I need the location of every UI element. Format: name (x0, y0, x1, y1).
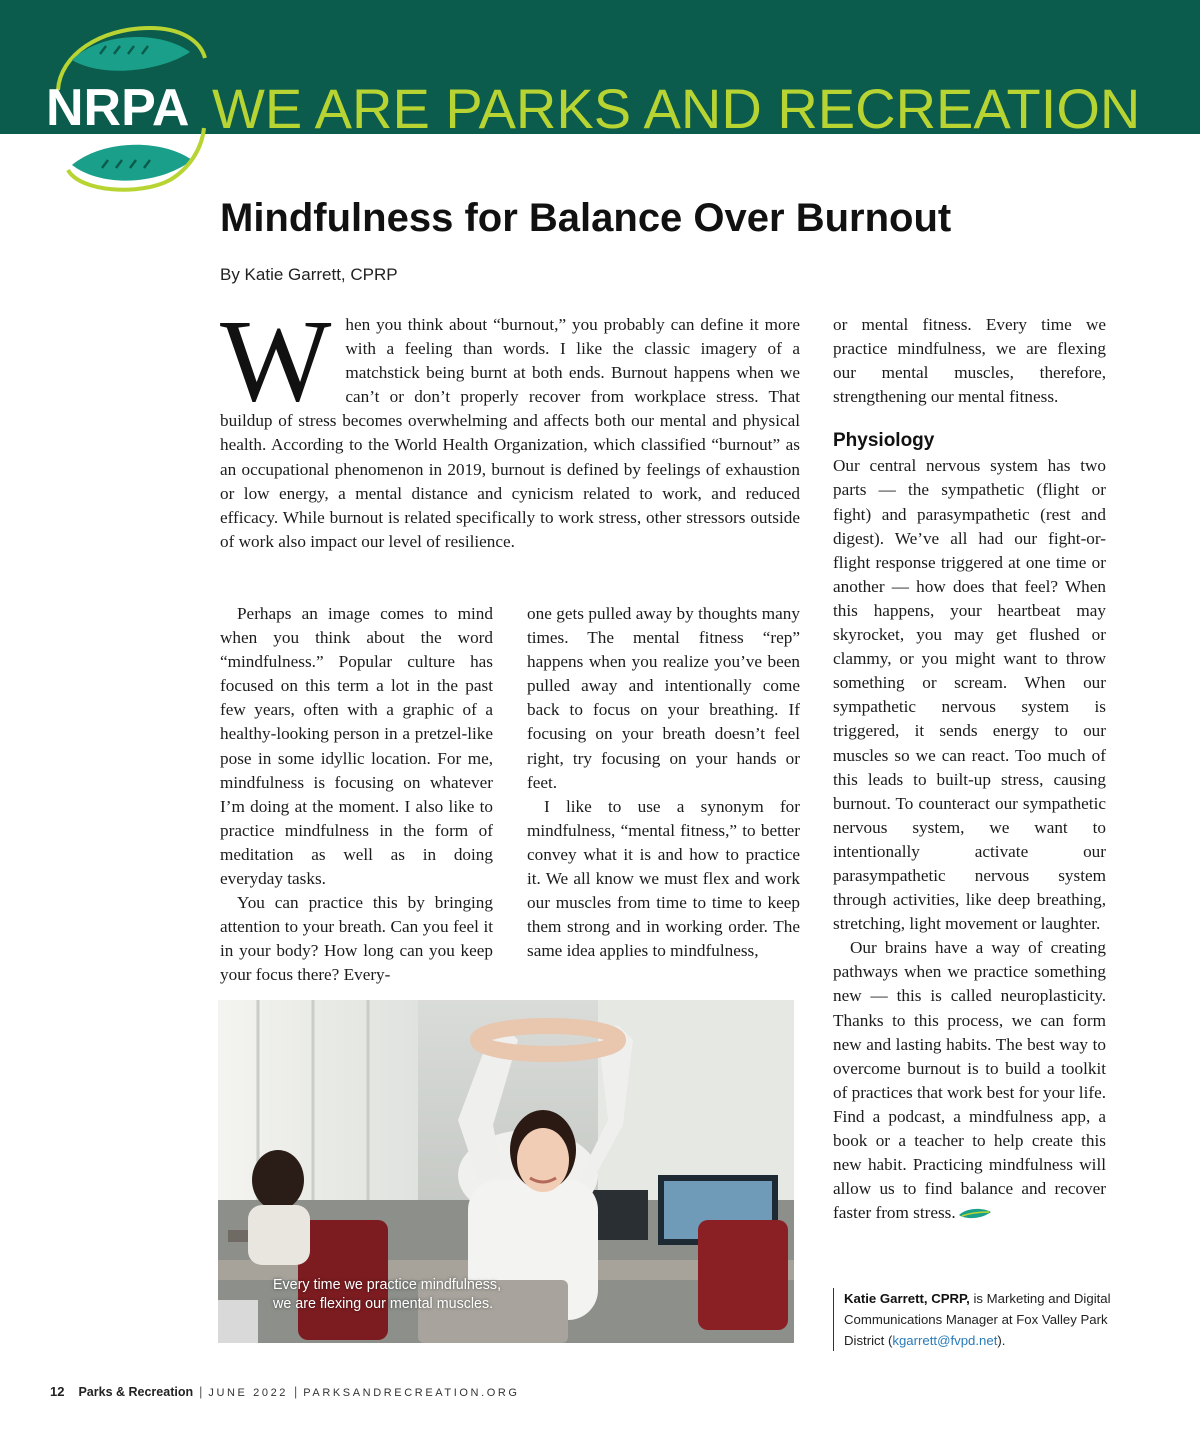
section-heading: Physiology (833, 430, 935, 452)
article-intro (220, 295, 800, 554)
paragraph: or mental fitness. Every time we practice mindfulness, we are flexing our mental muscles, therefore, strengthening our mental fitness. (833, 315, 1106, 407)
bio-text: is Marketing and Digital Communications Manager at Fox Valley Park District ( (844, 1291, 1111, 1348)
paragraph: I like to use a synonym for mindfulness, “mental fitness,” to better convey what it is and how to practice it. We all know we must flex and work our muscles from time to time to keep them strong and in working order. The same idea applies to mindfulness, (527, 796, 800, 961)
article-title: Mindfulness for Balance Over Burnout (220, 196, 952, 240)
end-leaf-icon (958, 1207, 992, 1221)
website-link[interactable]: PARKSANDRECREATION.ORG (303, 1387, 520, 1399)
issue-date: JUNE 2022 (208, 1387, 289, 1399)
footer-separator: | (199, 1385, 203, 1399)
article-column-1 (220, 602, 493, 988)
footer-separator: | (294, 1385, 298, 1399)
author-bio (833, 1288, 1114, 1351)
photo-caption: Every time we practice mindfulness, we are flexing our mental muscles. (273, 1277, 502, 1312)
author-email-link[interactable]: kgarrett@fvpd.net (892, 1333, 998, 1348)
bio-end: ). (997, 1333, 1006, 1348)
paragraph: one gets pulled away by thoughts many times. The mental fitness “rep” happens when you realize you’ve been pulled away and intentionally come back to focus on your breathing. If focusing on your breath doesn’t feel right, try focusing on your hands or feet. (527, 604, 800, 792)
page-footer (50, 1384, 520, 1399)
intro-paragraph: hen you think about “burnout,” you probably can define it more with a feeling than words. I like the classic imagery of a matchstick being burnt at both ends. Burnout happens when we can’t or don’t properly recover from workplace stress. That buildup of stress becomes overwhelming and affects both our mental and physical health. According to the World Health Organization, which classified “burnout” as an occupational phenomenon in 2019, burnout is defined by feelings of exhaustion or low energy, a mental distance and cynicism related to work, and reduced efficacy. While burnout is related specifically to work stress, other stressors outside of work also impact our level of resilience. (220, 315, 800, 551)
paragraph: You can practice this by bringing attention to your breath. Can you feel it in your body? How long can you keep your focus there? Every- (220, 893, 493, 985)
paragraph: Perhaps an image comes to mind when you think about the word “mindfulness.” Popular culture has focused on this term a lot in the past few years, often with a graphic of a healthy-looking person in a pretzel-like pose in some idyllic location. For me, mindfulness is focusing on whatever I’m doing at the moment. I also like to practice mindfulness in the form of meditation as well as in doing everyday tasks. (220, 604, 493, 889)
paragraph-final (833, 936, 1106, 1225)
banner-tagline: WE ARE PARKS AND RECREATION (212, 77, 1141, 140)
bio-name: Katie Garrett, CPRP, (844, 1291, 970, 1306)
article-byline: By Katie Garrett, CPRP (220, 265, 398, 284)
paragraph-text: Our brains have a way of creating pathways when we practice something new — this is called neuroplasticity. Thanks to this process, we can form new and lasting habits. The best way to overcome burnout is to build a toolkit of practices that work best for your life. Find a podcast, a mindfulness app, a book or a teacher to help create this new habit. Practicing mindfulness will allow us to find balance and recover faster from stress. (833, 938, 1106, 1223)
article-column-2 (527, 602, 800, 963)
nrpa-logo-text: NRPA (46, 79, 190, 137)
article-column-3 (833, 313, 1106, 1225)
paragraph: Our central nervous system has two parts — the sympathetic (flight or fight) and parasympathetic (rest and digest). We’ve all had our fight-or-flight response triggered at one time or another — how does that feel? When this happens, your heartbeat may skyrocket, you may get flushed or clammy, or you might want to throw something or scream. When our sympathetic nervous system is triggered, it sends energy to our muscles so we can react. Too much of this leads to built-up stress, causing burnout. To counteract our sympathetic nervous system, we want to intentionally activate our parasympathetic nervous system through activities, like deep breathing, stretching, light movement or laughter. (833, 456, 1106, 934)
magazine-name: Parks & Recreation (78, 1385, 194, 1399)
drop-cap: W (220, 295, 332, 426)
page-number: 12 (50, 1384, 65, 1399)
